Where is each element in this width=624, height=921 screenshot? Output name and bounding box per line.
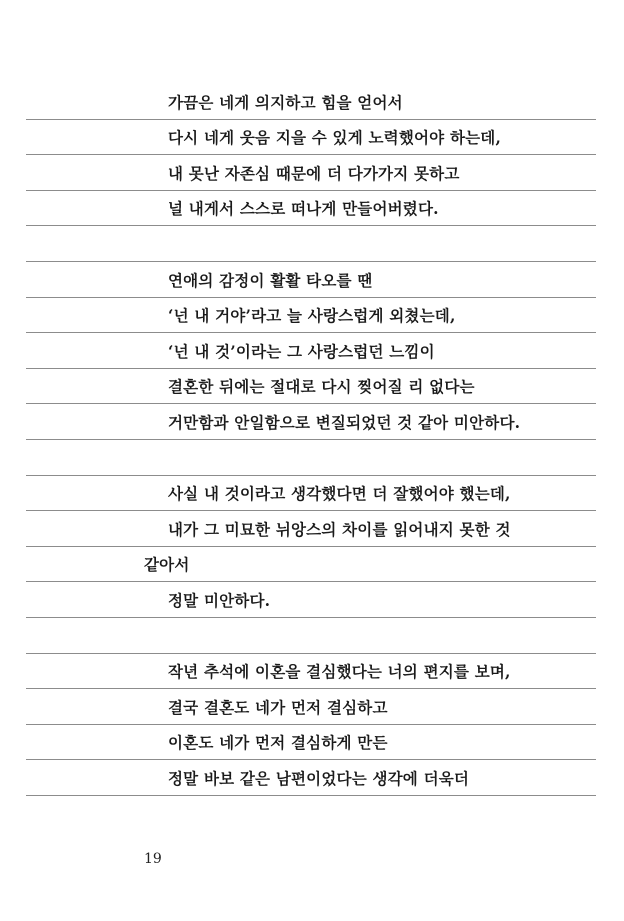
line-text: 가끔은 네게 의지하고 힘을 얻어서 bbox=[168, 92, 403, 112]
text-line bbox=[26, 262, 596, 298]
line-text: 내 못난 자존심 때문에 더 다가가지 못하고 bbox=[168, 163, 460, 183]
text-line bbox=[26, 369, 596, 405]
text-line bbox=[26, 191, 596, 227]
text-line bbox=[26, 582, 596, 618]
text-line bbox=[26, 725, 596, 761]
line-text: ‘넌 내 거야’라고 늘 사랑스럽게 외쳤는데, bbox=[168, 306, 456, 326]
page-number: 19 bbox=[144, 851, 162, 867]
blank-line bbox=[26, 440, 596, 476]
line-text: 정말 바보 같은 남편이었다는 생각에 더욱더 bbox=[168, 768, 470, 788]
text-line bbox=[26, 547, 596, 583]
text-line bbox=[26, 404, 596, 440]
line-text: 결국 결혼도 네가 먼저 결심하고 bbox=[168, 697, 388, 717]
line-text: 사실 내 것이라고 생각했다면 더 잘했어야 했는데, bbox=[168, 484, 511, 504]
blank-line bbox=[26, 226, 596, 262]
text-line bbox=[26, 333, 596, 369]
text-line bbox=[26, 120, 596, 156]
text-line bbox=[26, 476, 596, 512]
text-line bbox=[26, 689, 596, 725]
line-text: 같아서 bbox=[144, 555, 190, 575]
text-line bbox=[26, 760, 596, 796]
text-line bbox=[26, 298, 596, 334]
line-text: 연애의 감정이 활활 타오를 땐 bbox=[168, 270, 373, 290]
text-line bbox=[26, 654, 596, 690]
text-line bbox=[26, 84, 596, 120]
line-text: 내가 그 미묘한 뉘앙스의 차이를 읽어내지 못한 것 bbox=[168, 519, 511, 539]
line-text: 다시 네게 웃음 지을 수 있게 노력했어야 하는데, bbox=[168, 128, 502, 148]
line-text: 작년 추석에 이혼을 결심했다는 너의 편지를 보며, bbox=[168, 662, 511, 682]
line-text: 정말 미안하다. bbox=[168, 590, 271, 610]
line-text: ‘넌 내 것’이라는 그 사랑스럽던 느낌이 bbox=[168, 341, 435, 361]
line-text: 이혼도 네가 먼저 결심하게 만든 bbox=[168, 733, 388, 753]
lined-text-body bbox=[26, 84, 596, 796]
line-text: 결혼한 뒤에는 절대로 다시 찢어질 리 없다는 bbox=[168, 377, 475, 397]
line-text: 거만함과 안일함으로 변질되었던 것 같아 미안하다. bbox=[168, 412, 521, 432]
text-line bbox=[26, 511, 596, 547]
blank-line bbox=[26, 618, 596, 654]
line-text: 널 내게서 스스로 떠나게 만들어버렸다. bbox=[168, 199, 439, 219]
text-line bbox=[26, 155, 596, 191]
